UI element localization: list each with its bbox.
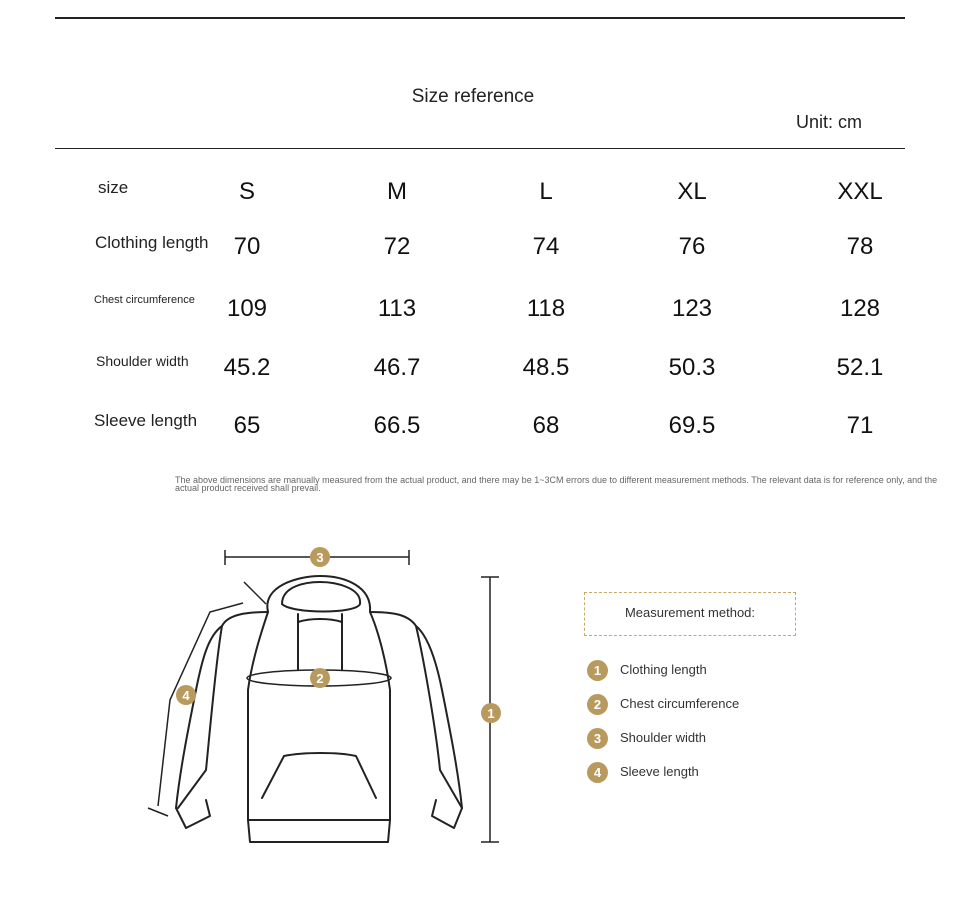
number-badge: 4 (587, 762, 608, 783)
diagram-badges (176, 547, 501, 723)
table-cell: 45.2 (223, 354, 271, 381)
table-cell: 46.7 (373, 354, 421, 381)
unit-label: Unit: cm (796, 112, 863, 132)
table-cell: 70 (233, 233, 261, 260)
badge-text: 1 (487, 706, 495, 721)
size-col-header: M (387, 178, 407, 205)
table-cell: 52.1 (836, 354, 884, 381)
table-cell: 113 (377, 295, 417, 322)
measure-lines (148, 550, 499, 842)
table-cell: 68 (532, 412, 560, 439)
size-col-header: XL (677, 178, 707, 205)
size-col-header: S (238, 178, 255, 205)
table-cell: 65 (233, 412, 261, 439)
table-cell: 72 (383, 233, 411, 260)
legend-label: Clothing length (620, 662, 707, 677)
legend-label: Chest circumference (620, 696, 740, 711)
badge-text: 2 (316, 671, 324, 686)
badge-text: 4 (182, 688, 190, 703)
row-label: Chest circumference (94, 294, 195, 306)
row-label: Shoulder width (96, 353, 189, 369)
legend-label: Sleeve length (620, 764, 699, 779)
table-cell: 48.5 (522, 354, 570, 381)
table-cell: 69.5 (668, 412, 716, 439)
table-cell: 128 (839, 295, 881, 322)
page-title: Size reference (411, 86, 535, 107)
number-badge: 2 (587, 694, 608, 715)
hoodie-outline (176, 576, 462, 842)
row-label: Clothing length (95, 233, 209, 252)
table-cell: 109 (226, 295, 268, 322)
legend-label: Shoulder width (620, 730, 706, 745)
measurement-disclaimer: The above dimensions are manually measured from the actual product, and there may be 1~3CM errors due to different measurement methods. The relevant data is for reference only, and the actual product received shall prevail. (175, 475, 938, 493)
size-col-header: XXL (837, 178, 883, 205)
table-cell: 76 (678, 233, 706, 260)
number-badge: 1 (587, 660, 608, 681)
size-col-header: L (539, 178, 553, 205)
measurement-method-box (584, 592, 796, 636)
table-cell: 74 (532, 233, 560, 260)
table-cell: 78 (846, 233, 874, 260)
size-header-label: size (98, 178, 129, 197)
table-cell: 71 (846, 412, 874, 439)
row-label: Sleeve length (94, 411, 198, 430)
number-badge: 3 (587, 728, 608, 749)
badge-text: 3 (316, 550, 324, 565)
table-cell: 50.3 (668, 354, 716, 381)
table-cell: 123 (671, 295, 713, 322)
measurement-method-title: Measurement method: (624, 605, 756, 620)
table-cell: 118 (526, 295, 566, 322)
table-cell: 66.5 (373, 412, 421, 439)
